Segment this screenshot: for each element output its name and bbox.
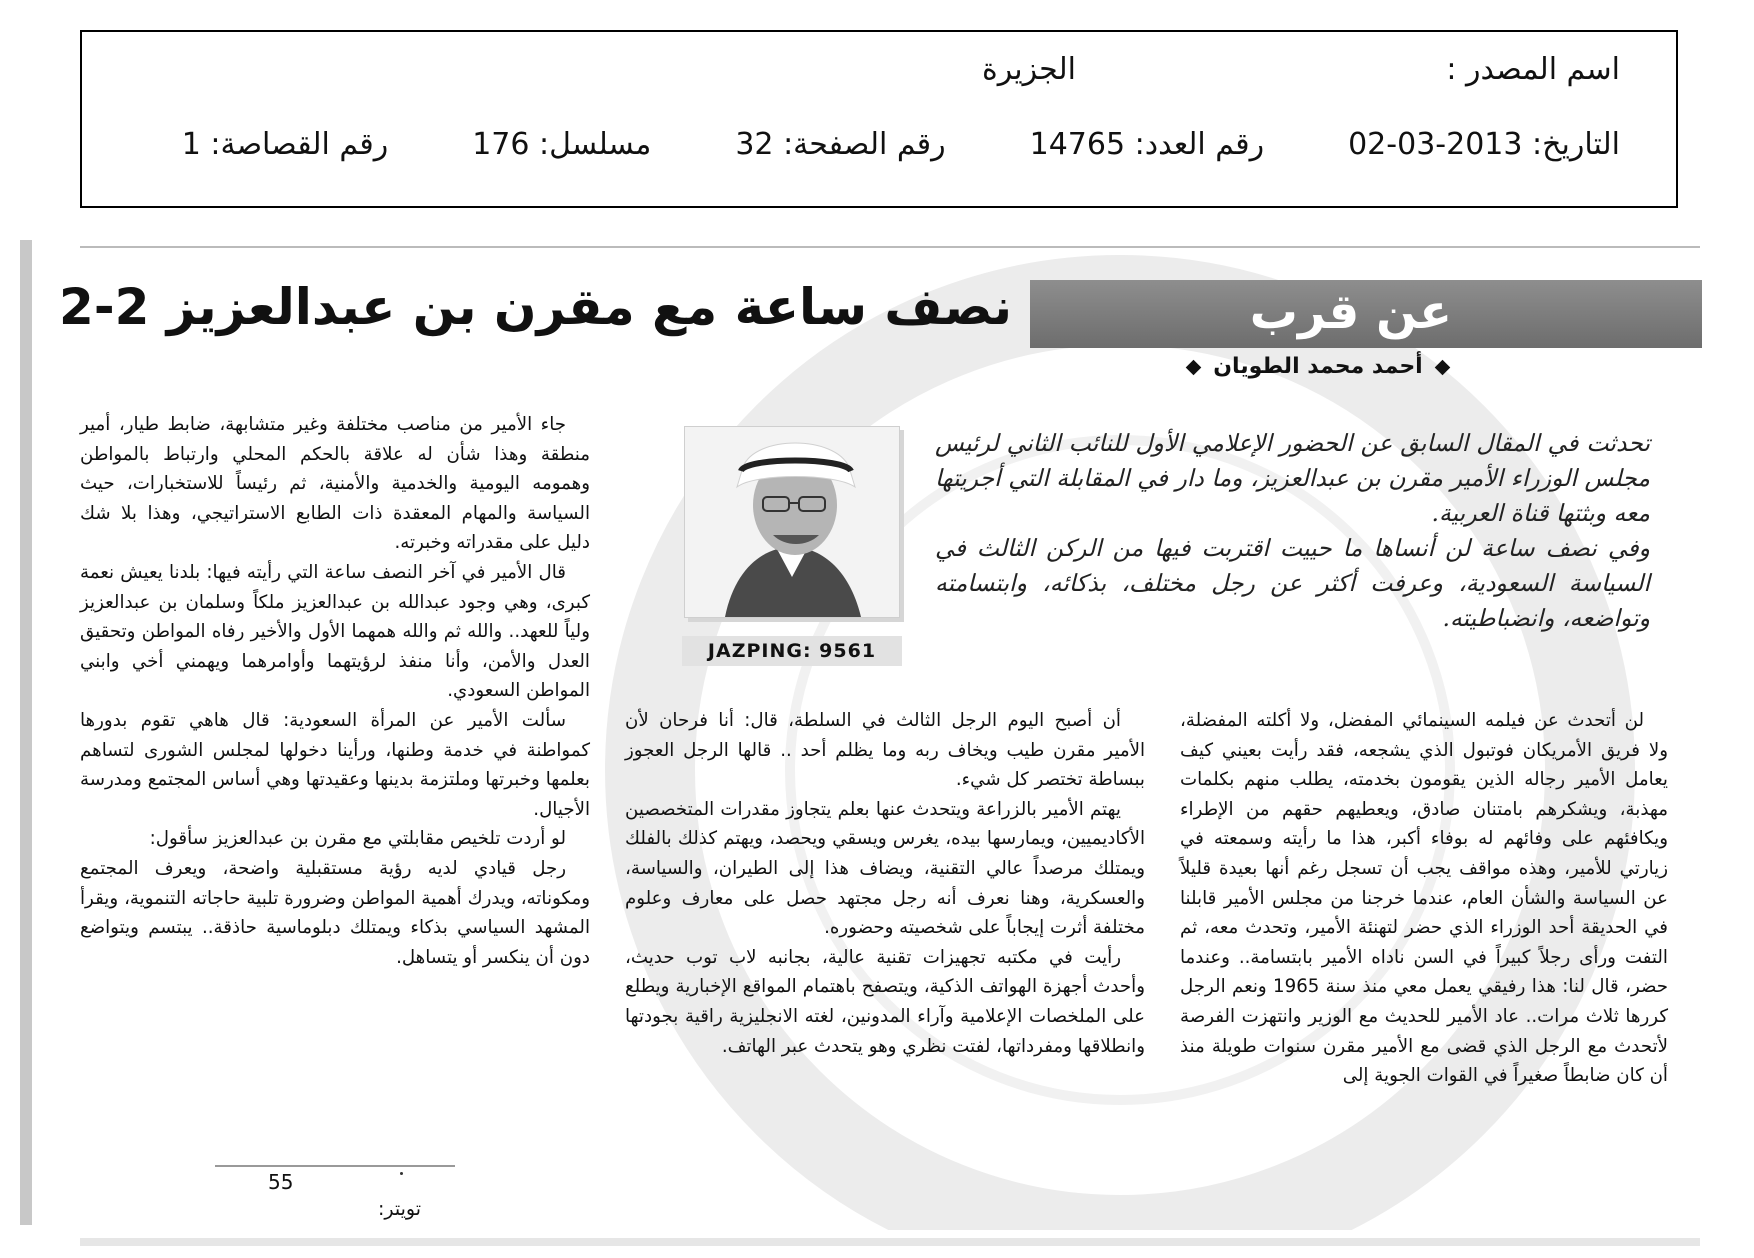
article-headline: نصف ساعة مع مقرن بن عبدالعزيز 2-2 (59, 278, 1012, 336)
column-name: عن قرب (1249, 284, 1452, 340)
author-byline (1120, 354, 1516, 379)
diamond-bullet-icon (1186, 359, 1202, 375)
footer-dot-icon (400, 1172, 403, 1175)
top-divider (80, 246, 1700, 248)
bottom-scan-band (80, 1238, 1700, 1246)
date-field: التاريخ: 2013-03-02 (1348, 127, 1620, 162)
author-portrait-icon (685, 427, 899, 617)
clipping-number-field: رقم القصاصة: 1 (181, 127, 389, 162)
body-paragraph: قال الأمير في آخر النصف ساعة التي رأيته فيها: بلدنا يعيش نعمة كبرى، وهي وجود عبدالله بن عبدالعزيز ملكاً وسلمان بن عبدالعزيز ولياً للعهد.. والله ثم والله همهما الأول والأخير رفاه المواطن وتحقيق العدل والأمن، وأنا منفذ لرؤيتهما وأوامرهما ويهمني أخي وابني المواطن السعودي. (80, 561, 590, 702)
column-banner (1030, 280, 1702, 348)
source-label: اسم المصدر : (1446, 52, 1620, 87)
page-number-field: رقم الصفحة: 32 (735, 127, 946, 162)
intro-paragraph: وفي نصف ساعة لن أنساها ما حييت اقتربت فيها من الركن الثالث في السياسة السعودية، وعرفت أكثر عن رجل مختلف، بذكائه، وابتسامته وتواضعه، وانضباطيته. (935, 534, 1650, 632)
article-column-left (80, 410, 590, 972)
body-paragraph: يهتم الأمير بالزراعة ويتحدث عنها بعلم يتجاوز مقدرات المتخصصين الأكاديميين، ويمارسها بيده، يغرس ويسقي ويحصد، ويهتم كذلك بالفلك ويمتلك مرصداً عالي التقنية، ويضاف هذا إلى الطيران، والسياسة، والعسكرية، وهنا نعرف أنه رجل مجتهد حصل على معارف وعلوم مختلفة أثرت إيجاباً على شخصيته وحضوره. (625, 798, 1145, 939)
intro-paragraph: تحدثت في المقال السابق عن الحضور الإعلامي الأول للنائب الثاني لرئيس مجلس الوزراء الأمير مقرن بن عبدالعزيز، وما دار في المقابلة التي أجريتها معه وبثتها قناة العربية. (935, 429, 1650, 527)
body-paragraph: لو أردت تلخيص مقابلتي مع مقرن بن عبدالعزيز سأقول: (149, 828, 566, 850)
body-paragraph: جاء الأمير من مناصب مختلفة وغير متشابهة، ضابط طيار، أمير منطقة وهذا شأن له علاقة بالحكم المحلي وارتباط بالمواطن وهمومه اليومية والخدمية والأمنية، ثم رئيساً للاستخبارات، حيث السياسة والمهام المعقدة ذات الطابع الاستراتيجي، وهذا بلا شك دليل على مقدراته وخبرته. (80, 414, 590, 554)
diamond-bullet-icon (1434, 359, 1450, 375)
body-paragraph: رجل قيادي لديه رؤية مستقبلية واضحة، ويعرف المجتمع ومكوناته، ويدرك أهمية المواطن وضرورة تلبية حاجاته التنموية، ويقرأ المشهد السياسي بذكاء ويمتلك دبلوماسية حاذقة.. يبتسم ويتواضع دون أن ينكسر أو يتساهل. (80, 857, 590, 968)
author-name: أحمد محمد الطويان (1213, 354, 1423, 379)
scan-edge (20, 240, 32, 1225)
body-paragraph: سألت الأمير عن المرأة السعودية: قال هاهي تقوم بدورها كمواطنة في خدمة وطنها، ورأينا دخولها لمجلس الشورى لتساهم بعلمها وخبرتها وملتزمة بدينها وعقيدتها وهي أساس المجتمع ومدرسة الأجيال. (80, 709, 590, 820)
issue-number-field: رقم العدد: 14765 (1029, 127, 1265, 162)
author-photo (684, 426, 900, 618)
article-intro (935, 426, 1650, 636)
article-column-right (1180, 706, 1668, 1091)
footer-divider (215, 1165, 455, 1167)
article-column-middle (625, 706, 1145, 1061)
photo-caption-tag: JAZPING: 9561 (682, 636, 902, 666)
source-metadata-box (80, 30, 1678, 208)
serial-field: مسلسل: 176 (472, 127, 652, 162)
issue-details-row (82, 127, 1620, 162)
twitter-label: تويتر: (378, 1198, 422, 1220)
body-paragraph: أن أصبح اليوم الرجل الثالث في السلطة، قال: أنا فرحان لأن الأمير مقرن طيب ويخاف ربه وما يظلم أحد .. قالها الرجل العجوز ببساطة تختصر كل شيء. (625, 710, 1145, 791)
footer-number: 55 (268, 1170, 294, 1194)
source-value: الجزيرة (981, 52, 1076, 87)
body-paragraph: رأيت في مكتبه تجهيزات تقنية عالية، بجانبه لاب توب حديث، وأحدث أجهزة الهواتف الذكية، ويتصفح باهتمام المواقع الإخبارية ويطلع على الملخصات الإعلامية وآراء المدونين، لغته الانجليزية راقية بجودتها وانطلاقها ومفرداتها، لفتت نظري وهو يتحدث عبر الهاتف. (625, 946, 1145, 1057)
body-paragraph: لن أتحدث عن فيلمه السينمائي المفضل، ولا أكلته المفضلة، ولا فريق الأمريكان فوتبول الذي يشجعه، فقد رأيت بعيني كيف يعامل الأمير رجاله الذين يقومون بخدمته، يطلب منهم بكلمات مهذبة، ويشكرهم بامتنان صادق، ويعطيهم حقهم من الإطراء ويكافئهم على وفائهم له بوفاء أكبر، هذا ما رأيته وسمعته في زيارتي للأمير، وهذه مواقف يجب أن تسجل رغم أنها بعيدة قليلاً عن السياسة والشأن العام، عندما خرجنا من مجلس الأمير قابلنا في الحديقة أحد الوزراء الذي حضر لتهنئة الأمير، وتحدث معه، ثم التفت ورأى رجلاً كبيراً في السن ناداه الأمير بابتسامة.. وعندما حضر، قال لنا: هذا رفيقي يعمل معي منذ سنة 1965 ونعم الرجل كررها ثلاث مرات.. عاد الأمير للحديث مع الوزير وانتهزت الفرصة لأتحدث مع الرجل الذي قضى مع الأمير مقرن سنوات طويلة منذ أن كان ضابطاً صغيراً في القوات الجوية إلى (1180, 710, 1669, 1087)
